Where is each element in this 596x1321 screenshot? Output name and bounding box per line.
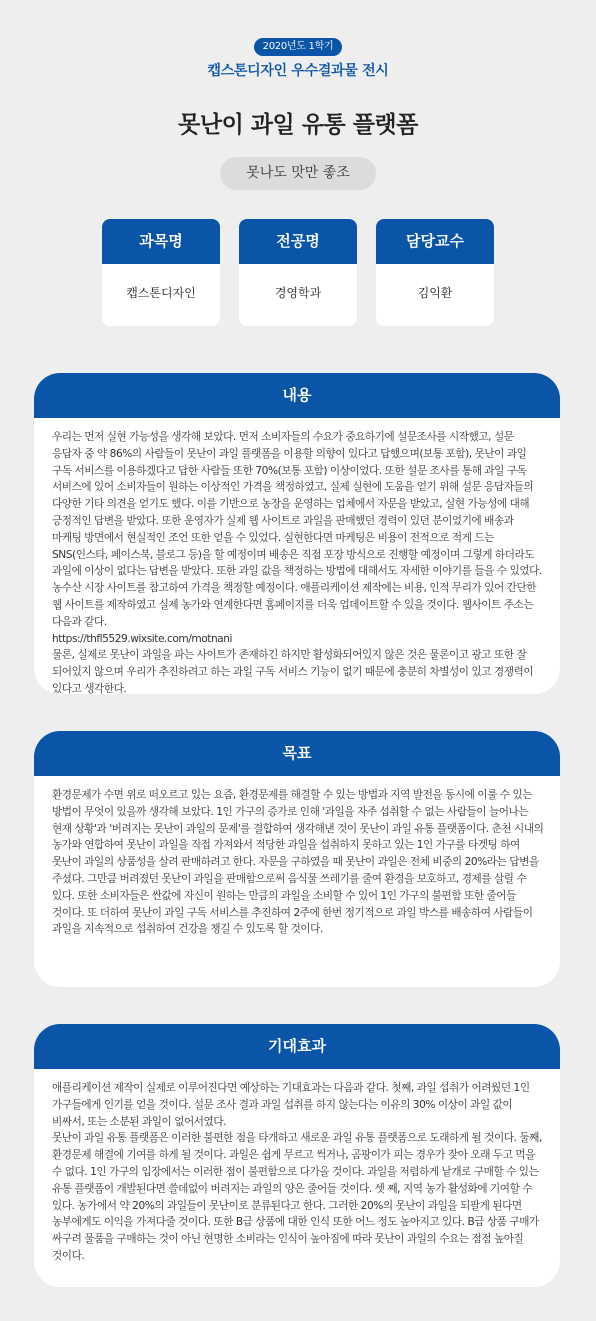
- section-title: 목표: [34, 731, 560, 776]
- paragraph: 우리는 먼저 실현 가능성을 생각해 보았다. 먼저 소비자들의 수요가 중요하기에 설문조사를 시작했고, 설문 응답자 중 약 86%의 사람들이 못난이 과일 플랫폼을 이용할 의향이 있다고 답했으며(보통 포함), 못난이 과일 구독 서비스를 이용하겠다고 답한 사람들 또한 70%(보통 포함) 이상이었다. 또한 설문 조사를 통해 과일 구독 서비스에 있어 소비자들이 원하는 이상적인 가격을 책정하였고, 실제 실현에 도움을 얻기 위해 설문 응답자들의 다양한 기타 의견을 얻기도 했다. 이를 기반으로 농장을 운영하는 업체에서 자문을 받았고, 실현 가능성에 대해 긍정적인 답변을 받았다. 또한 운영자가 실제 웹 사이트로 과일을 판매했던 경력이 있던 분이었기에 배송과 마케팅 방면에서 현실적인 조언 또한 얻을 수 있었다. 실현한다면 마케팅은 비용이 전적으로 적게 드는 SNS(인스타, 페이스북, 블로그 등)을 할 예정이며 배송은 직접 포장 방식으로 진행할 예정이며 그렇게 하더라도 과일에 이상이 없다는 답변을 받았다. 또한 과일 값을 책정하는 방법에 대해서도 자세한 이야기를 들을 수 있었다. 농수산 시장 사이트를 참고하여 가격을 책정할 예정이다. 애플리케이션 제작에는 비용, 인적 무리가 있어 간단한 웹 사이트를 제작하였고 실제 농가와 연계한다면 홈페이지를 더욱 업데이트할 수 있을 것이다. 웹사이트 주소는 다음과 같다.: [52, 431, 542, 628]
- section-title: 내용: [34, 373, 560, 418]
- info-card-label: 전공명: [239, 219, 357, 264]
- goal-section: [34, 731, 560, 987]
- info-card-value: 김익환: [417, 286, 453, 300]
- content-section: [34, 373, 560, 694]
- paragraph: 못난이 과일 유통 플랫폼은 이러한 불편한 점을 타개하고 새로운 과일 유통 플랫폼으로 도래하게 될 것이다. 둘째, 환경문제 해결에 기여를 하게 될 것이다. 과일은 쉽게 무르고 썩거나, 곰팡이가 피는 경우가 잦아 오래 두고 먹을 수 없다. 1인 가구의 입장에서는 이러한 점이 불편함으로 다가올 것이다. 과일을 저렴하게 낱개로 구매할 수 있는 유통 플랫폼이 개발된다면 쓸데없이 버려지는 과일의 양은 줄어들 것이다. 셋 째, 지역 농가 활성화에 기여할 수 있다. 농가에서 약 20%의 과일들이 못난이로 분류된다고 한다. 그러한 20%의 못난이 과일을 되팔게 된다면 농부에게도 이익을 가져다줄 것이다. 또한 B급 상품에 대한 인식 또한 어느 정도 높아지고 있다. B급 상품 구매가 싸구려 물품을 구매하는 것이 아닌 현명한 소비라는 인식이 높아짐에 따라 못난이 과일의 수요는 점점 높아질 것이다.: [52, 1132, 542, 1262]
- paragraph: 애플리케이션 제작이 실제로 이루어진다면 예상하는 기대효과는 다음과 같다. 첫째, 과일 섭취가 어려웠던 1인 가구들에게 인기를 얻을 것이다. 설문 조사 결과 과일 섭취를 하지 않는다는 이유의 30% 이상이 과일 값이 비싸서, 또는 소분된 과일이 없어서였다.: [52, 1082, 530, 1128]
- website-url: https://thfl5529.wixsite.com/motnani: [52, 632, 233, 645]
- info-card-professor: [376, 219, 494, 326]
- effect-section: [34, 1024, 560, 1287]
- section-title: 기대효과: [34, 1024, 560, 1069]
- section-body: [34, 418, 560, 694]
- info-card-value: 캡스톤디자인: [126, 286, 196, 300]
- page-title: 못난이 과일 유통 플랫폼: [178, 112, 418, 138]
- subtitle-pill: 못나도 맛만 좋조: [220, 157, 376, 190]
- info-card-major: [239, 219, 357, 326]
- paragraph: 물론, 실제로 못난이 과일을 파는 사이트가 존재하긴 하지만 활성화되어있지 않은 것은 물론이고 광고 또한 잘 되어있지 않으며 우리가 추진하려고 하는 과일 구독 서비스 기능이 없기 때문에 충분히 차별성이 있고 경쟁력이 있다고 생각한다.: [52, 649, 534, 694]
- semester-badge: 2020년도 1학기: [254, 38, 342, 56]
- info-card-label: 과목명: [102, 219, 220, 264]
- info-card-course: [102, 219, 220, 326]
- info-card-value: 경영학과: [274, 286, 322, 300]
- paragraph: 환경문제가 수면 위로 떠오르고 있는 요즘, 환경문제를 해결할 수 있는 방법과 지역 발전을 동시에 이룰 수 있는 방법이 무엇이 있을까 생각해 보았다. 1인 가구의 증가로 인해 '과일을 자주 섭취할 수 없는 사람들이 늘어나는 현재 상황'과 '버려지는 못난이 과일의 문제'를 결합하여 생각해낸 것이 못난이 과일 유통 플랫폼이다. 춘천 시내의 농가와 연합하여 못난이 과일을 직접 가져와서 적당한 과일을 섭취하지 못하고 있는 1인 가구를 타겟팅 하여 못난이 과일의 상품성을 살려 판매하려고 한다. 자문을 구하였을 때 못난이 과일은 전체 비중의 20%라는 답변을 주셨다. 그만큼 버려졌던 못난이 과일을 판매함으로써 음식물 쓰레기를 줄여 환경을 보호하고, 경제를 살릴 수 있다. 또한 소비자들은 싼값에 자신이 원하는 만큼의 과일을 소비할 수 있어 1인 가구의 불편함 또한 줄어들 것이다. 또 더하여 못난이 과일 구독 서비스를 추진하여 2주에 한번 정기적으로 과일 박스를 배송하여 사람들이 과일을 지속적으로 섭취하여 건강을 챙길 수 있도록 할 것이다.: [52, 789, 544, 936]
- section-body: [34, 776, 560, 938]
- exhibit-title: 캡스톤디자인 우수결과물 전시: [207, 63, 389, 79]
- info-card-label: 담당교수: [376, 219, 494, 264]
- section-body: [34, 1069, 560, 1265]
